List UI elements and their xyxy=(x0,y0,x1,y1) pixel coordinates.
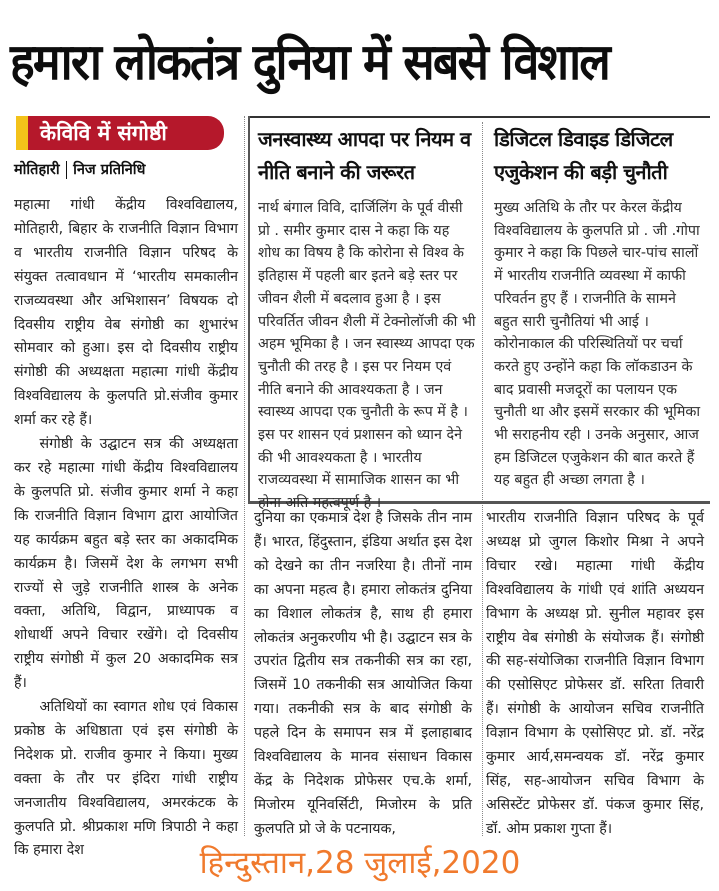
article-paragraph: भारतीय राजनीति विज्ञान परिषद के पूर्व अध्यक्ष प्रो जुगल किशोर मिश्रा ने अपने विचार रखे। महात्मा गांधी केंद्रीय विश्वविद्यालय के गांधी एवं शांति अध्ययन विभाग के अध्यक्ष प्रो. सुनील महावर इस राष्ट्रीय वेब संगोष्ठी के संयोजक हैं। संगोष्ठी की सह-संयोजिका राजनीति विज्ञान विभाग की एसोसिएट प्रोफेसर डॉ. सरिता तिवारी हैं। संगोष्ठी के आयोजन सचिव राजनीति विज्ञान विभाग के एसोसिएट प्रो. डॉ. नरेंद्र कुमार आर्य,समन्वयक डॉ. नरेंद्र कुमार सिंह, सह-आयोजन सचिव विभाग के असिस्टेंट प्रोफेसर डॉ. पंकज कुमार सिंह, डॉ. ओम प्रकाश गुप्ता हैं। xyxy=(486,510,704,837)
sidebar-story-title: जनस्वास्थ्य आपदा पर नियम व नीति बनाने की जरूरत xyxy=(258,127,471,184)
sidebar-story-2 xyxy=(494,123,704,492)
headline: हमारा लोकतंत्र दुनिया में सबसे विशाल xyxy=(10,33,609,91)
kicker-accent-bar xyxy=(16,116,28,150)
column-2 xyxy=(254,507,472,842)
byline-place: मोतिहारी xyxy=(14,162,60,178)
sidebar-story-title: डिजिटल डिवाइड डिजिटल एजुकेशन की बड़ी चुनौती xyxy=(494,127,673,184)
byline-source: निज प्रतिनिधि xyxy=(73,162,146,178)
byline xyxy=(14,160,238,180)
sidebar-story-body: मुख्य अतिथि के तौर पर केरल केंद्रीय विश्वविद्यालय के कुलपति प्रो . जी .गोपा कुमार ने कहा कि पिछले चार-पांच सालों में भारतीय राजनीति व्यवस्था में काफी परिवर्तन हुए हैं । राजनीति के सामने बहुत सारी चुनौतियां भी आई । कोरोनाकाल की परिस्थितियों पर चर्चा करते हुए उन्होंने कहा कि लॉकडाउन के बाद प्रवासी मजदूरों का पलायन एक चुनौती था और इसमें सरकार की भूमिका भी सराहनीय रही । उनके अनुसार, आज हम डिजिटल एजुकेशन की बात करते हैं यह बहुत ही अच्छा लगता है । xyxy=(494,200,701,489)
kicker-label: केविवि में संगोष्ठी xyxy=(28,116,224,150)
article-paragraph: संगोष्ठी के उद्घाटन सत्र की अध्यक्षता कर रहे महात्मा गांधी केंद्रीय विश्वविद्यालय के कुलपति प्रो. संजीव कुमार शर्मा ने कहा कि राजनीति विज्ञान विभाग द्वारा आयोजित यह कार्यक्रम बहुत बड़े स्तर का अकादमिक कार्यक्रम है। जिसमें देश के लगभग सभी राज्यों से जुड़े राजनीति शास्त्र के अनेक वक्ता, अतिथि, विद्वान, प्राध्यापक व शोधार्थी अपने विचार रखेंगे। दो दिवसीय राष्ट्रीय संगोष्ठी में कुल 20 अकादमिक सत्र हैं। xyxy=(14,436,238,692)
column-3 xyxy=(486,507,704,842)
sidebar-box-border xyxy=(248,116,250,504)
article-paragraph: अतिथियों का स्वागत शोध एवं विकास प्रकोष्ठ के अधिष्ठाता एवं इस संगोष्ठी के निदेशक प्रो. राजीव कुमार ने किया। मुख्य वक्ता के तौर पर इंदिरा गांधी राष्ट्रीय जनजातीय विश्वविद्यालय, अमरकंटक के कुलपति प्रो. श्रीप्रकाश मणि त्रिपाठी ने कहा कि हमारा देश xyxy=(14,699,238,859)
article-paragraph: महात्मा गांधी केंद्रीय विश्वविद्यालय, मोतिहारी, बिहार के राजनीति विज्ञान विभाग व भारतीय राजनीति विज्ञान परिषद के संयुक्त तत्वावधान में ‘भारतीय समकालीन राजव्यवस्था और अभिशासन’ विषयक दो दिवसीय राष्ट्रीय वेब संगोष्ठी का शुभारंभ सोमवार को हुआ। इस दो दिवसीय राष्ट्रीय संगोष्ठी की अध्यक्षता महात्मा गांधी केंद्रीय विश्वविद्यालय के कुलपति प्रो.संजीव कुमार शर्मा कर रहे हैं। xyxy=(14,197,238,429)
column-1 xyxy=(14,116,238,863)
source-dateline: हिन्दुस्तान,28 जुलाई,2020 xyxy=(199,845,521,881)
sidebar-story-1 xyxy=(258,123,476,515)
sidebar-story-body: नार्थ बंगाल विवि, दार्जिलिंग के पूर्व वीसी प्रो . समीर कुमार दास ने कहा कि यह शोध का विषय है कि कोरोना से विश्व के इतिहास में पहली बार इतने बड़े स्तर पर जीवन शैली में बदलाव हुआ है । इस परिवर्तित जीवन शैली में टेक्नोलॉजी की भी अहम भूमिका है । जन स्वास्थ्य आपदा एक चुनौती की तरह है । इस पर नियम एवं नीति बनाने की आवश्यकता है । जन स्वास्थ्य आपदा एक चुनौती के रूप में है । इस पर शासन एवं प्रशासन को ध्यान देने की भी आवश्यकता है । भारतीय राजव्यवस्था में सामाजिक शासन का भी होना अति महत्वपूर्ण है । xyxy=(258,200,476,512)
column-divider xyxy=(244,116,245,836)
article-paragraph: दुनिया का एकमात्र देश है जिसके तीन नाम हैं। भारत, हिंदुस्तान, इंडिया अर्थात इस देश को देखने का तीन नजरिया है। तीनों नाम का अपना महत्व है। हमारा लोकतंत्र दुनिया का विशाल लोकतंत्र है, साथ ही हमारा लोकतंत्र अनुकरणीय भी है। उद्घाटन सत्र के उपरांत द्वितीय सत्र तकनीकी सत्र का रहा, जिसमें 10 तकनीकी सत्र आयोजित किया गया। तकनीकी सत्र के बाद संगोष्ठी के पहले दिन के समापन सत्र में इलाहाबाद विश्वविद्यालय के मानव संसाधन विकास केंद्र के निदेशक प्रोफेसर एच.के शर्मा, मिजोरम यूनिवर्सिटी, मिजोरम के प्रति कुलपति प्रो जे के पटनायक, xyxy=(254,510,472,837)
section-kicker xyxy=(16,116,238,150)
byline-divider xyxy=(66,161,68,179)
